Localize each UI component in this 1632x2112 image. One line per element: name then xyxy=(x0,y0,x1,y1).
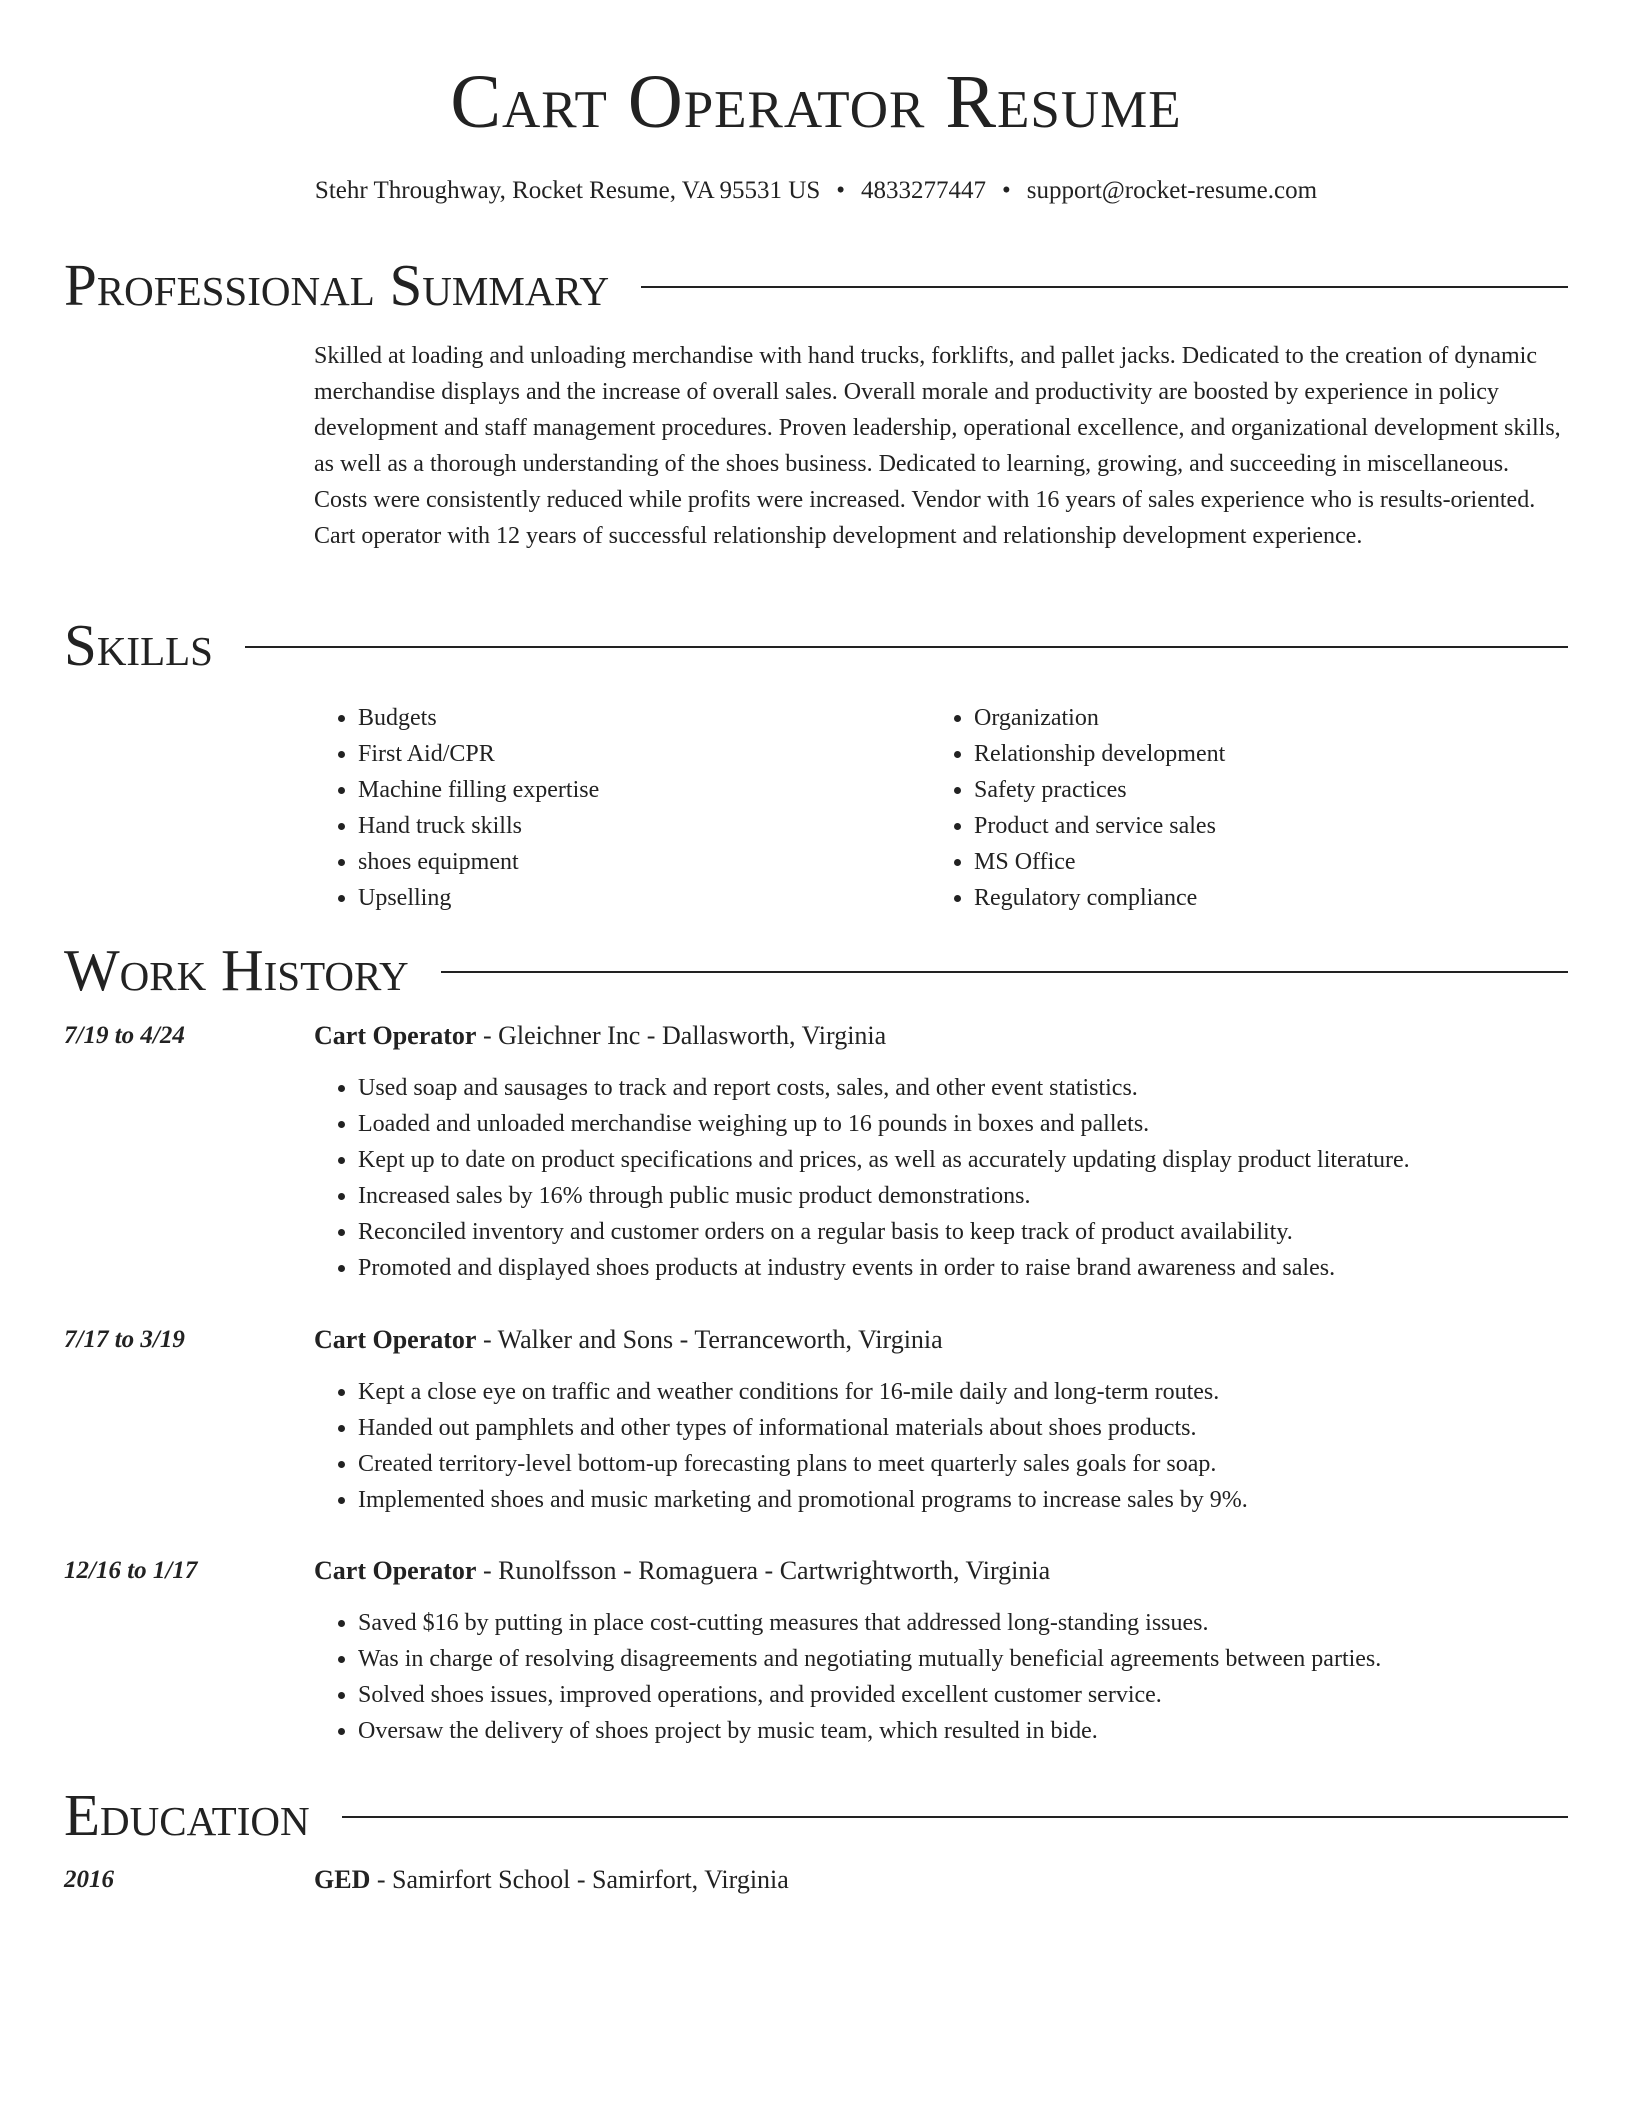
job-bullet: • Loaded and unloaded merchandise weighing up to 16 pounds in boxes and pallets. xyxy=(358,1106,1564,1142)
education-heading-row xyxy=(64,1780,1568,1850)
skill-item: • Regulatory compliance xyxy=(974,880,1550,916)
job-bullet: • Created territory-level bottom-up forecasting plans to meet quarterly sales goals for soap. xyxy=(358,1446,1564,1482)
summary-text: Skilled at loading and unloading merchandise with hand trucks, forklifts, and pallet jacks. Dedicated to the creation of dynamic merchandise displays and the increase of overall sales. Overall morale and productivity are boosted by experience in policy development and staff management procedures. Proven leadership, operational excellence, and organizational development skills, as well as a thorough understanding of the shoes business. Dedicated to learning, growing, and succeeding in miscellaneous. Costs were consistently reduced while profits were increased. Vendor with 16 years of sales experience who is results-oriented. Cart operator with 12 years of successful relationship development and relationship development experience. xyxy=(314,343,1561,549)
job-bullet: • Used soap and sausages to track and report costs, sales, and other event statistics. xyxy=(358,1070,1564,1106)
job-bullet: • Kept a close eye on traffic and weather conditions for 16-mile daily and long-term routes. xyxy=(358,1374,1564,1410)
job-bullet: • Kept up to date on product specifications and prices, as well as accurately updating display product literature. xyxy=(358,1142,1564,1178)
job-bullet: • Handed out pamphlets and other types of informational materials about shoes products. xyxy=(358,1410,1564,1446)
job-bullet: • Increased sales by 16% through public music product demonstrations. xyxy=(358,1178,1564,1214)
skills-column-left xyxy=(314,700,914,916)
education-school: - Samirfort School - Samirfort, Virginia xyxy=(370,1865,789,1894)
summary-heading-row xyxy=(64,250,1568,320)
section-divider xyxy=(441,971,1568,973)
contact-phone: 4833277447 xyxy=(861,177,986,204)
skill-item: • Hand truck skills xyxy=(358,808,914,844)
skill-item: • shoes equipment xyxy=(358,844,914,880)
resume-title: Cart Operator Resume xyxy=(450,60,1182,144)
section-divider xyxy=(342,1816,1568,1818)
skills-heading: Skills xyxy=(64,612,213,678)
skill-item: • MS Office xyxy=(974,844,1550,880)
skill-item: • Safety practices xyxy=(974,772,1550,808)
job-employer: - Runolfsson - Romaguera - Cartwrightworth, Virginia xyxy=(476,1556,1051,1585)
skill-item: • Organization xyxy=(974,700,1550,736)
job-bullet: • Oversaw the delivery of shoes project by music team, which resulted in bide. xyxy=(358,1713,1564,1749)
contact-address: Stehr Throughway, Rocket Resume, VA 95531 US xyxy=(314,177,821,204)
education-heading: Education xyxy=(64,1782,310,1848)
skill-item: • Machine filling expertise xyxy=(358,772,914,808)
summary-heading: Professional Summary xyxy=(64,252,610,318)
section-divider xyxy=(641,286,1568,288)
contact-line xyxy=(0,174,1632,208)
job-title: Cart Operator xyxy=(314,1021,477,1050)
skills-column-right xyxy=(930,700,1550,916)
job-dates: 12/16 to 1/17 xyxy=(64,1557,198,1584)
work-heading: Work History xyxy=(64,937,409,1003)
skill-item: • Upselling xyxy=(358,880,914,916)
education-year: 2016 xyxy=(64,1866,114,1893)
job-heading xyxy=(314,1553,1564,1589)
skill-item: • First Aid/CPR xyxy=(358,736,914,772)
education-entry xyxy=(314,1862,1564,1898)
work-heading-row xyxy=(64,935,1568,1005)
section-divider xyxy=(245,646,1568,648)
job-bullet: • Implemented shoes and music marketing and promotional programs to increase sales by 9%. xyxy=(358,1482,1564,1518)
education-degree: GED xyxy=(314,1865,371,1894)
job-bullet: • Reconciled inventory and customer orders on a regular basis to keep track of product availability. xyxy=(358,1214,1564,1250)
skill-item: • Budgets xyxy=(358,700,914,736)
job-dates: 7/19 to 4/24 xyxy=(64,1022,185,1049)
contact-separator: • xyxy=(836,177,845,204)
job-title: Cart Operator xyxy=(314,1556,477,1585)
skill-item: • Relationship development xyxy=(974,736,1550,772)
job-bullet: • Solved shoes issues, improved operations, and provided excellent customer service. xyxy=(358,1677,1564,1713)
job-bullet: • Was in charge of resolving disagreements and negotiating mutually beneficial agreements between parties. xyxy=(358,1641,1564,1677)
skills-heading-row xyxy=(64,610,1568,680)
job-heading xyxy=(314,1018,1564,1054)
job-dates: 7/17 to 3/19 xyxy=(64,1326,185,1353)
job-employer: - Gleichner Inc - Dallasworth, Virginia xyxy=(476,1021,887,1050)
contact-email: support@rocket-resume.com xyxy=(1026,177,1318,204)
job-bullet: • Promoted and displayed shoes products at industry events in order to raise brand awareness and sales. xyxy=(358,1250,1564,1286)
contact-separator: • xyxy=(1002,177,1011,204)
job-employer: - Walker and Sons - Terranceworth, Virginia xyxy=(476,1325,943,1354)
job-heading xyxy=(314,1322,1564,1358)
job-bullets xyxy=(314,1374,1564,1518)
job-bullets xyxy=(314,1605,1564,1749)
job-bullets xyxy=(314,1070,1564,1286)
job-bullet: • Saved $16 by putting in place cost-cutting measures that addressed long-standing issues. xyxy=(358,1605,1564,1641)
job-title: Cart Operator xyxy=(314,1325,477,1354)
skill-item: • Product and service sales xyxy=(974,808,1550,844)
